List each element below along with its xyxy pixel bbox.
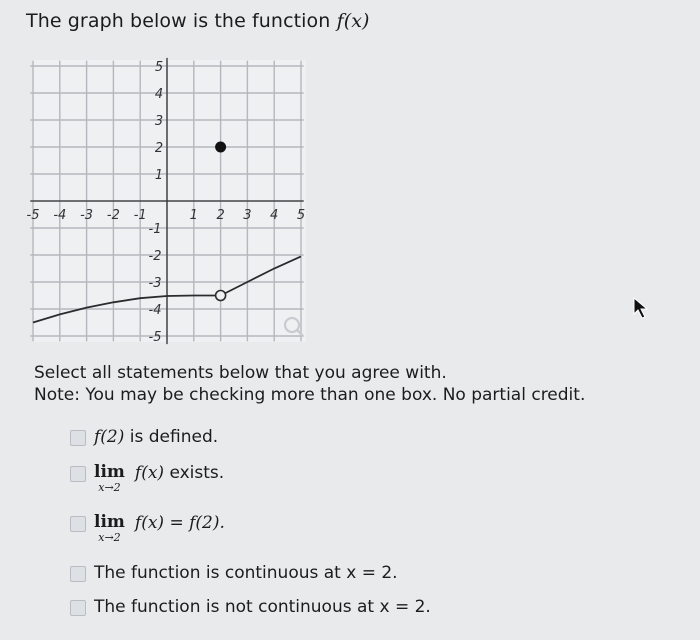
x-tick-label: -2 — [106, 208, 120, 223]
instructions-line1: Select all statements below that you agree with. — [34, 363, 447, 383]
x-tick-label: 3 — [243, 208, 252, 223]
y-tick-label: 1 — [154, 168, 164, 183]
option-text: exists. — [164, 463, 225, 483]
x-tick-label: -5 — [26, 208, 40, 223]
option-math: f(x) = f(2). — [134, 513, 225, 533]
y-tick-label: -1 — [148, 222, 162, 237]
x-tick-label: 1 — [189, 208, 198, 223]
prompt-function: f(x) — [336, 10, 370, 32]
y-tick-label: 4 — [154, 87, 164, 102]
lim-subscript: x→2 — [98, 481, 121, 494]
option-limit-exists[interactable] — [70, 462, 224, 494]
limit-operator — [94, 512, 125, 544]
x-tick-label: -3 — [80, 208, 94, 223]
x-tick-label: -4 — [53, 208, 67, 223]
option-math: f(2) — [94, 427, 125, 447]
checkbox[interactable] — [70, 430, 86, 446]
instructions — [34, 362, 585, 406]
open-point — [216, 291, 226, 301]
checkbox[interactable] — [70, 466, 86, 482]
limit-operator — [94, 462, 125, 494]
x-tick-label: 5 — [296, 208, 306, 223]
lim-word: lim — [94, 462, 125, 482]
y-tick-label: 3 — [154, 114, 164, 129]
y-tick-label: 2 — [154, 141, 164, 156]
checkbox[interactable] — [70, 600, 86, 616]
option-not-continuous[interactable] — [70, 596, 431, 618]
y-tick-label: 5 — [154, 60, 164, 75]
checkbox[interactable] — [70, 516, 86, 532]
option-continuous[interactable] — [70, 562, 398, 584]
option-label — [135, 462, 224, 484]
x-tick-label: 4 — [270, 208, 279, 223]
option-f2-defined[interactable] — [70, 426, 218, 448]
option-limit-equals-value[interactable] — [70, 512, 225, 544]
x-tick-label: 2 — [216, 208, 225, 223]
y-tick-label: -4 — [148, 303, 162, 318]
option-label — [94, 426, 218, 448]
option-math: f(x) — [134, 463, 165, 483]
option-text: The function is not continuous at x = 2. — [94, 597, 431, 617]
checkbox[interactable] — [70, 566, 86, 582]
y-tick-label: -5 — [148, 330, 162, 345]
lim-word: lim — [94, 512, 125, 532]
instructions-line2: Note: You may be checking more than one box. No partial credit. — [34, 385, 586, 405]
y-tick-label: -2 — [148, 249, 162, 264]
mouse-cursor-icon — [632, 296, 652, 320]
option-text: The function is continuous at x = 2. — [94, 563, 398, 583]
lim-subscript: x→2 — [98, 531, 121, 544]
option-text: is defined. — [124, 427, 219, 447]
x-tick-label: -1 — [133, 208, 147, 223]
prompt-text: The graph below is the function — [26, 10, 337, 32]
closed-point — [215, 142, 226, 153]
y-tick-label: -3 — [148, 276, 162, 291]
